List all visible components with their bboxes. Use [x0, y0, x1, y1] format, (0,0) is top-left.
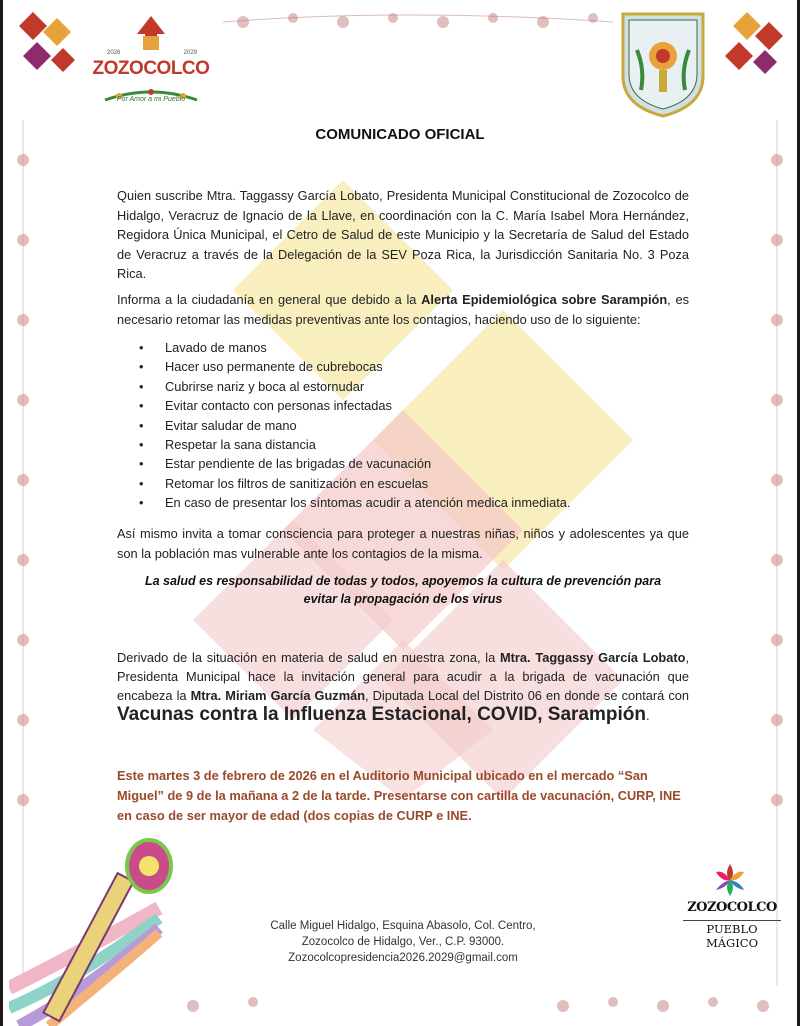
logo-title: ZOZOCOLCO [92, 58, 210, 79]
list-item: • Respetar la sana distancia [165, 435, 737, 454]
logo-tagline: Por Amor a mi Pueblo [116, 96, 186, 103]
list-item: • Evitar saludar de mano [165, 416, 737, 435]
floral-border-right [757, 120, 797, 986]
alert-text-end: , es necesario retomar las medidas preventivas ante los contagios, haciendo uso de lo siguiente: [117, 292, 689, 327]
vaccination-paragraph [117, 648, 689, 725]
list-item: • Lavado de manos [165, 338, 737, 357]
measures-list [117, 338, 737, 513]
corner-ornament-icon [13, 12, 85, 82]
logo-years [107, 50, 197, 56]
awareness-paragraph: Así mismo invita a tomar consciencia para proteger a nuestras niñas, niños y adolescentes ya que son la población mas vulnerable ante los contagios de la misma. [117, 526, 689, 561]
deputy-name: Mtra. Miriam García Guzmán [190, 688, 366, 703]
list-item: • En caso de presentar los síntomas acudir a atención medica inmediata. [165, 493, 737, 512]
alert-text-start: Informa a la ciudadanía en general que debido a la [117, 292, 422, 307]
corner-ornament-icon [717, 12, 789, 82]
president-name: Mtra. Taggassy García Lobato [500, 650, 686, 665]
vaccination-text: , Presidenta Municipal hace la invitación general para acudir a la brigada de vacunación que encabeza la [117, 650, 689, 703]
list-item: • Estar pendiente de las brigadas de vacunación [165, 454, 737, 473]
document-title: COMUNICADO OFICIAL [315, 126, 485, 143]
list-item: • Retomar los filtros de sanitización en escuelas [165, 474, 737, 493]
vaccination-text: . [646, 708, 650, 723]
address-line: Zozocolco de Hidalgo, Ver., C.P. 93000. [301, 936, 505, 948]
health-slogan: La salud es responsabilidad de todas y todos, apoyemos la cultura de prevención para evitar la propagación de los virus [144, 574, 662, 606]
vaccination-text: Derivado de la situación en materia de salud en nuestra zona, la [117, 650, 500, 665]
footer-address [233, 918, 573, 966]
logo-year-start: 2026 [107, 50, 121, 56]
vaccination-text: , Diputada Local del Distrito 06 en donde se contará con [365, 688, 689, 703]
municipal-seal-icon [617, 10, 709, 118]
pueblo-magico-label: PUEBLO MÁGICO [683, 920, 781, 950]
ceremonial-staff-icon [9, 838, 209, 1026]
list-item: • Evitar contacto con personas infectadas [165, 396, 737, 415]
document-page [3, 0, 797, 1026]
alert-paragraph [117, 290, 689, 329]
pueblo-name: ZOZOCOLCO [687, 900, 777, 915]
alert-emphasis: Alerta Epidemiológica sobre Sarampión [421, 292, 668, 307]
contact-email[interactable]: Zozocolcopresidencia2026.2029@gmail.com [288, 952, 518, 964]
vaccines-list: Vacunas contra la Influenza Estacional, COVID, Sarampión [117, 704, 646, 725]
logo-year-end: 2029 [183, 50, 197, 56]
list-item: • Hacer uso permanente de cubrebocas [165, 357, 737, 376]
intro-paragraph: Quien suscribe Mtra. Taggassy García Lobato, Presidenta Municipal Constitucional de Zozocolco de Hidalgo, Veracruz de Ignacio de la Llave, en coordinación con la C. María Isabel Mora Hernández, Regidora Única Municipal, el Cetro de Salud de este Municipio y la Secretaría de Salud del Estado de Veracruz a través de la Delegación de la SEV Poza Rica, la Jurisdicción Sanitaria No. 3 Poza Rica. [117, 188, 689, 281]
address-line: Calle Miguel Hidalgo, Esquina Abasolo, Col. Centro, [270, 920, 536, 932]
list-item: • Cubrirse nariz y boca al estornudar [165, 377, 737, 396]
event-details: Este martes 3 de febrero de 2026 en el Auditorio Municipal ubicado en el mercado “San Miguel” de 9 de la mañana a 2 de la tarde. Presentarse con cartilla de vacunación, CURP, INE en caso de ser mayor de edad (dos copias de CURP e INE. [117, 768, 681, 823]
